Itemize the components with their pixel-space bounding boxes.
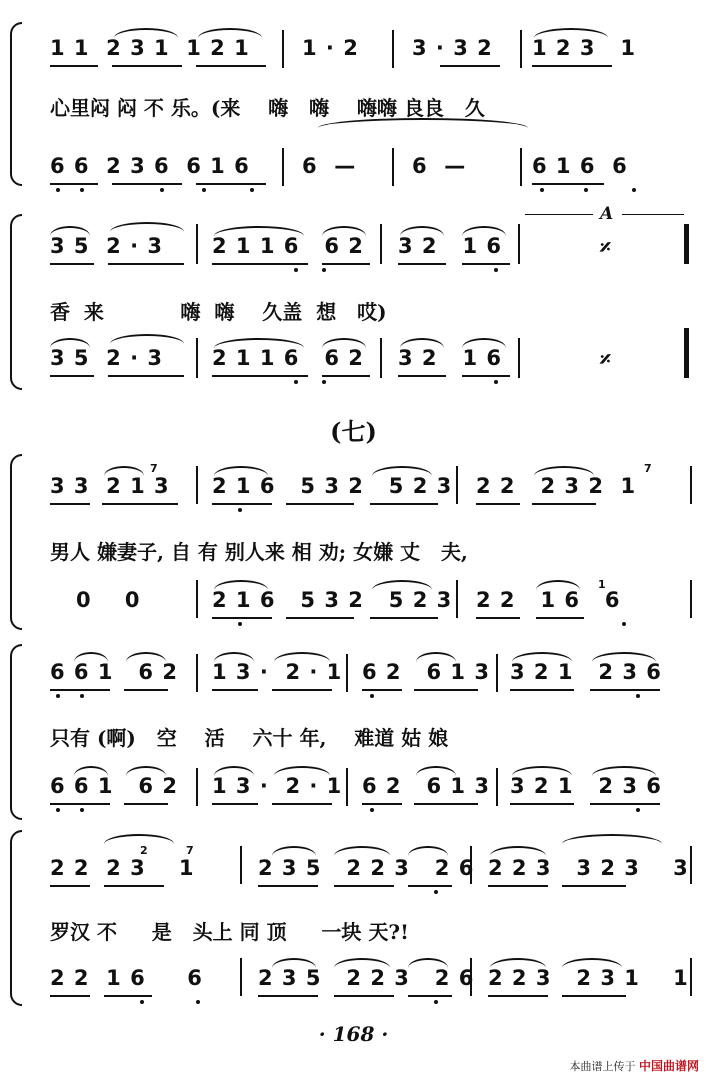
measure: 3 2 1 6	[398, 234, 503, 258]
measure: 3 2 1 6	[398, 346, 503, 370]
lyrics-line: 只有 (啊) 空 活 六十 年, 难道 姑 娘	[50, 726, 449, 750]
measure: 6 —	[412, 154, 467, 178]
lyrics-line: 香 来 嗨 嗨 久盖 想 哎)	[50, 300, 387, 324]
measure: 3 5 2 · 3	[50, 234, 163, 258]
measure: 6 1 6 6	[532, 154, 628, 178]
rehearsal-mark: A	[600, 204, 614, 224]
measure: 6 —	[302, 154, 357, 178]
section-title: (七)	[330, 417, 377, 446]
credit-prefix: 本曲谱上传于	[569, 1060, 636, 1073]
measure: 2 2 3 3 2 3 3	[488, 856, 689, 880]
measure: 6 6 1 6 2	[50, 774, 178, 798]
measure: 3 5 2 · 3	[50, 346, 163, 370]
measure: 2 2 1 6 6	[476, 588, 621, 612]
measure: 0 0	[76, 588, 141, 612]
measure: 3 2 1 2 3 6	[510, 660, 662, 684]
measure: 2 2 2 3 2 1	[476, 474, 637, 498]
page-number: · 168 ·	[318, 1022, 389, 1046]
measure: 1 3 · 2 · 1	[212, 774, 343, 798]
measure: 6 2 6 1 3	[362, 774, 490, 798]
measure: 3 3 2 1 3	[50, 474, 170, 498]
measure: 2 2 1 6 6	[50, 966, 203, 990]
measure: 6 6 2 3 6 6 1 6	[50, 154, 250, 178]
lyrics-line: 男人 嫌妻子, 自 有 别人来 相 劝; 女嫌 丈 夫,	[50, 540, 468, 564]
measure: 6 2 6 1 3	[362, 660, 490, 684]
measure: 1 · 2	[302, 36, 359, 60]
measure: 2 2 2 3 1	[50, 856, 195, 880]
measure: 1 1 2 3 1 1 2 1	[50, 36, 250, 60]
upload-credit	[569, 1057, 699, 1074]
measure: 2 2 3 2 3 1 1	[488, 966, 689, 990]
score-system-2	[0, 204, 707, 400]
measure: 2 1 1 6 6 2	[212, 346, 364, 370]
measure: 1 3 · 2 · 1	[212, 660, 343, 684]
measure: 3 · 3 2	[412, 36, 493, 60]
repeat-measure-sign: 𝄎	[600, 236, 611, 261]
measure: 1 2 3 1	[532, 36, 637, 60]
measure: 6 6 1 6 2	[50, 660, 178, 684]
score-system-5: 2 2 2 3 1 2 3 5 2 2 3 2 6 2 2 3 3 2 3 3 2 7 罗汉 不 是 头上 同 顶 一块 天?! 2 2 1 6 6 2 3 5 2 2 3 2 6 2 2 3 2 3 1 1	[0, 826, 707, 1006]
measure: 3 2 1 2 3 6	[510, 774, 662, 798]
score-system-1	[0, 20, 707, 190]
lyrics-line: 罗汉 不 是 头上 同 顶 一块 天?!	[50, 920, 409, 944]
lyrics-line: 心里闷 闷 不 乐。(来 嗨 嗨 嗨嗨 良良 久	[50, 96, 485, 120]
measure: 2 1 1 6 6 2	[212, 234, 364, 258]
measure: 2 3 5 2 2 3 2 6	[258, 966, 475, 990]
score-system-4	[0, 640, 707, 820]
site-logo[interactable]: 中国曲谱网	[638, 1059, 699, 1073]
measure: 2 3 5 2 2 3 2 6	[258, 856, 475, 880]
measure: 2 1 6 5 3 2 5 2 3	[212, 474, 453, 498]
measure: 2 1 6 5 3 2 5 2 3	[212, 588, 453, 612]
score-system-3: 3 3 2 1 3 2 1 6 5 3 2 5 2 3 2 2 2 3 2 1 7 7 男人 嫌妻子, 自 有 别人来 相 劝; 女嫌 丈 夫, 0 0 2 1 6 5 3 2 5 2 3 2 2 1 6 6 1	[0, 450, 707, 630]
repeat-measure-sign: 𝄎	[600, 348, 611, 373]
